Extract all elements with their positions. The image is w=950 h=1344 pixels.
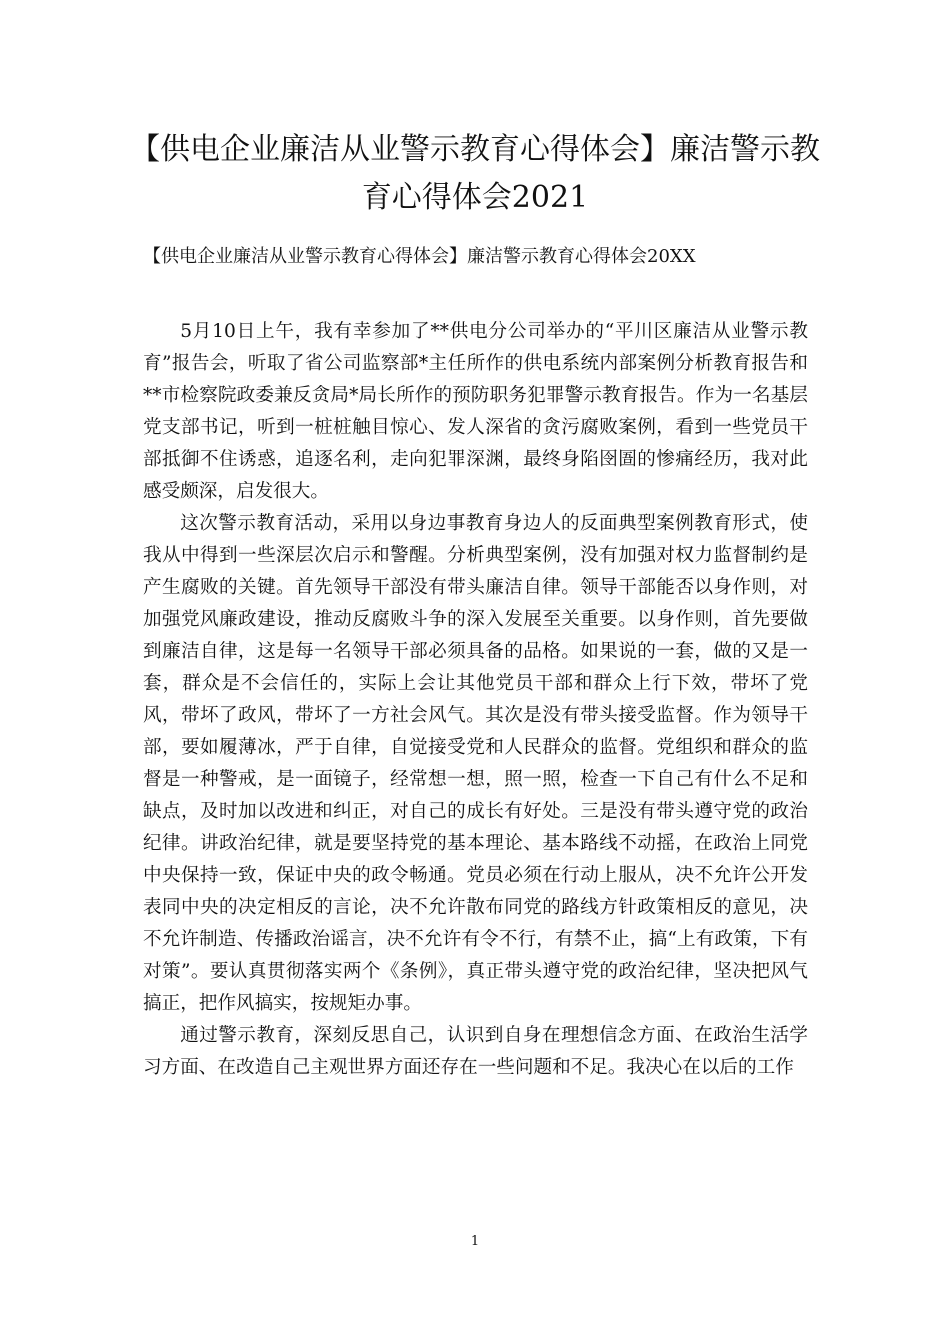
- paragraph: 这次警示教育活动，采用以身边事教育身边人的反面典型案例教育形式，使我从中得到一些深层次启示和警醒。分析典型案例，没有加强对权力监督制约是产生腐败的关键。首先领导干部没有带头廉洁自律。领导干部能否以身作则，对加强党风廉政建设，推动反腐败斗争的深入发展至关重要。以身作则，首先要做到廉洁自律，这是每一名领导干部必须具备的品格。如果说的一套，做的又是一套，群众是不会信任的，实际上会让其他党员干部和群众上行下效，带坏了党风，带坏了政风，带坏了一方社会风气。其次是没有带头接受监督。作为领导干部，要如履薄冰，严于自律，自觉接受党和人民群众的监督。党组织和群众的监督是一种警戒，是一面镜子，经常想一想，照一照，检查一下自己有什么不足和缺点，及时加以改进和纠正，对自己的成长有好处。三是没有带头遵守党的政治纪律。讲政治纪律，就是要坚持党的基本理论、基本路线不动摇，在政治上同党中央保持一致，保证中央的政令畅通。党员必须在行动上服从，决不允许公开发表同中央的决定相反的言论，决不允许散布同党的路线方针政策相反的意见，决不允许制造、传播政治谣言，决不允许有令不行，有禁不止，搞“上有政策，下有对策”。要认真贯彻落实两个《条例》，真正带头遵守党的政治纪律，坚决把风气搞正，把作风搞实，按规矩办事。: [143, 513, 808, 1014]
- document-subtitle: 【供电企业廉洁从业警示教育心得体会】廉洁警示教育心得体会20XX: [143, 246, 696, 267]
- paragraph: 通过警示教育，深刻反思自己，认识到自身在理想信念方面、在政治生活学习方面、在改造自己主观世界方面还存在一些问题和不足。我决心在以后的工作: [143, 1025, 808, 1078]
- document-body: [143, 316, 808, 1084]
- paragraph: 5月10日上午，我有幸参加了**供电分公司举办的“平川区廉洁从业警示教育”报告会，听取了省公司监察部*主任所作的供电系统内部案例分析教育报告和**市检察院政委兼反贪局*局长所作的预防职务犯罪警示教育报告。作为一名基层党支部书记，听到一桩桩触目惊心、发人深省的贪污腐败案例，看到一些党员干部抵御不住诱惑，追逐名利，走向犯罪深渊，最终身陷囹圄的惨痛经历，我对此感受颇深，启发很大。: [143, 321, 808, 502]
- document-title: 【供电企业廉洁从业警示教育心得体会】廉洁警示教育心得体会2021: [130, 132, 820, 215]
- page-number: 1: [470, 1234, 480, 1249]
